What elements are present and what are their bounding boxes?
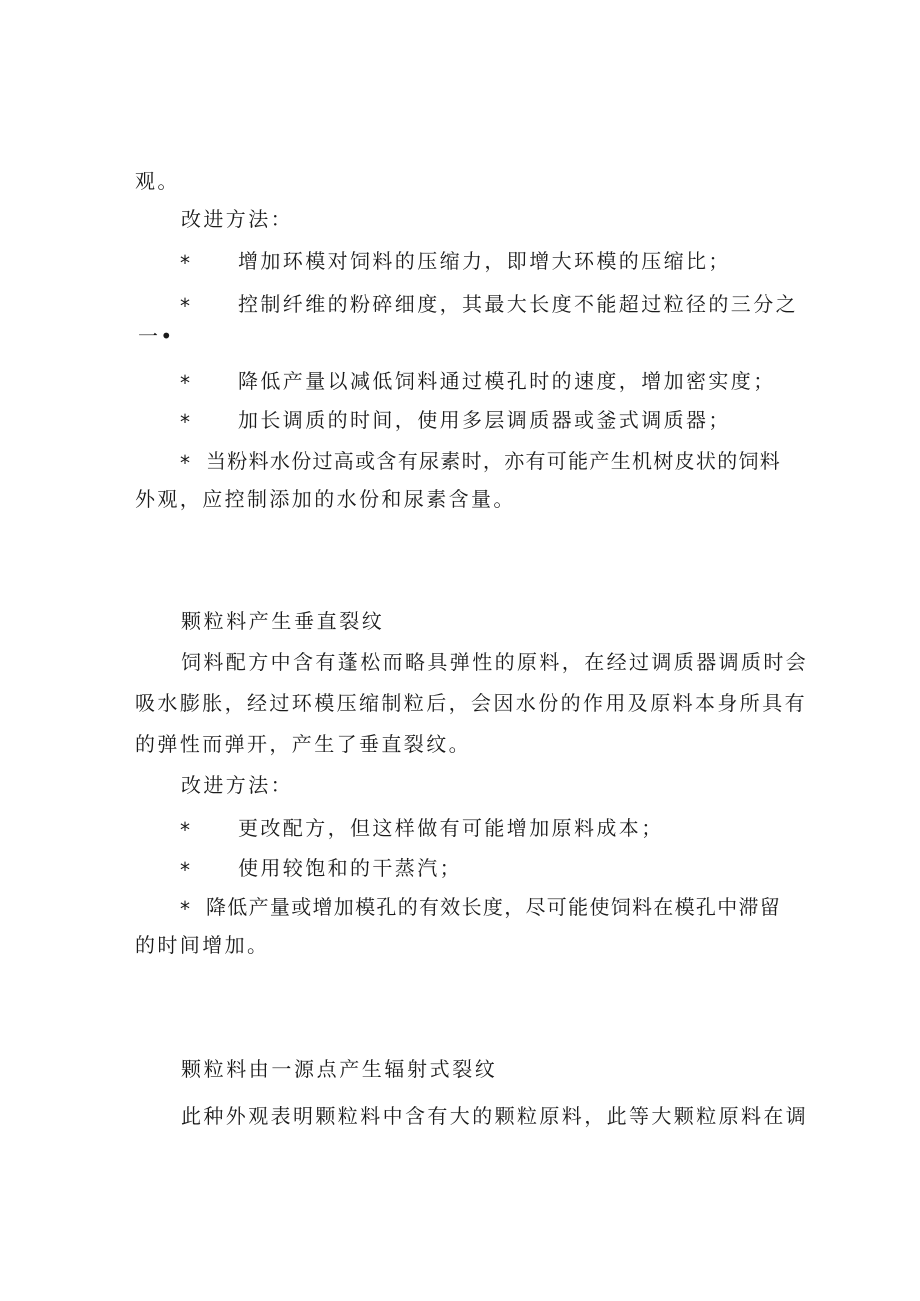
bullet-text: 更改配方，但这样做有可能增加原料成本； [238, 816, 664, 840]
bullet-marker: * [180, 818, 190, 842]
bullet-marker: * [180, 410, 190, 434]
bullet-text: 使用较饱和的干蒸汽； [238, 856, 462, 880]
section-heading: 颗粒料产生垂直裂纹 [181, 609, 385, 633]
improve-method-label: 改进方法： [181, 773, 293, 797]
paragraph-line: 饲料配方中含有蓬松而略具弹性的原料，在经过调质器调质时会 [181, 650, 809, 674]
bullet-marker: * [180, 251, 190, 275]
bullet-text: 降低产量以减低饲料通过模孔时的速度，增加密实度； [238, 369, 776, 393]
bullet-marker: * [180, 858, 190, 882]
bullet-marker: * [180, 897, 190, 921]
bullet-text-wrap: 一• [138, 324, 175, 348]
paragraph-line: 此种外观表明颗粒料中含有大的颗粒原料，此等大颗粒原料在调 [181, 1104, 809, 1128]
continuation-text: 观。 [135, 169, 180, 193]
bullet-text-wrap: 外观，应控制添加的水份和尿素含量。 [135, 487, 516, 511]
paragraph-line: 的弹性而弹开，产生了垂直裂纹。 [135, 732, 471, 756]
bullet-text-wrap: 的时间增加。 [135, 933, 270, 957]
paragraph-line: 吸水膨胀，经过环模压缩制粒后，会因水份的作用及原料本身所具有 [135, 691, 807, 715]
bullet-marker: * [180, 451, 190, 475]
bullet-text: 当粉料水份过高或含有尿素时，亦有可能产生机树皮状的饲料 [206, 449, 782, 473]
bullet-marker: * [180, 371, 190, 395]
bullet-text: 降低产量或增加模孔的有效长度，尽可能使饲料在模孔中滞留 [206, 895, 782, 919]
bullet-text: 增加环模对饲料的压缩力，即增大环模的压缩比； [238, 249, 731, 273]
section-heading: 颗粒料由一源点产生辐射式裂纹 [181, 1057, 498, 1081]
bullet-text: 控制纤维的粉碎细度，其最大长度不能超过粒径的三分之 [238, 292, 798, 316]
bullet-marker: * [180, 294, 190, 318]
improve-method-label: 改进方法： [181, 207, 293, 231]
bullet-text: 加长调质的时间，使用多层调质器或釜式调质器； [238, 408, 731, 432]
